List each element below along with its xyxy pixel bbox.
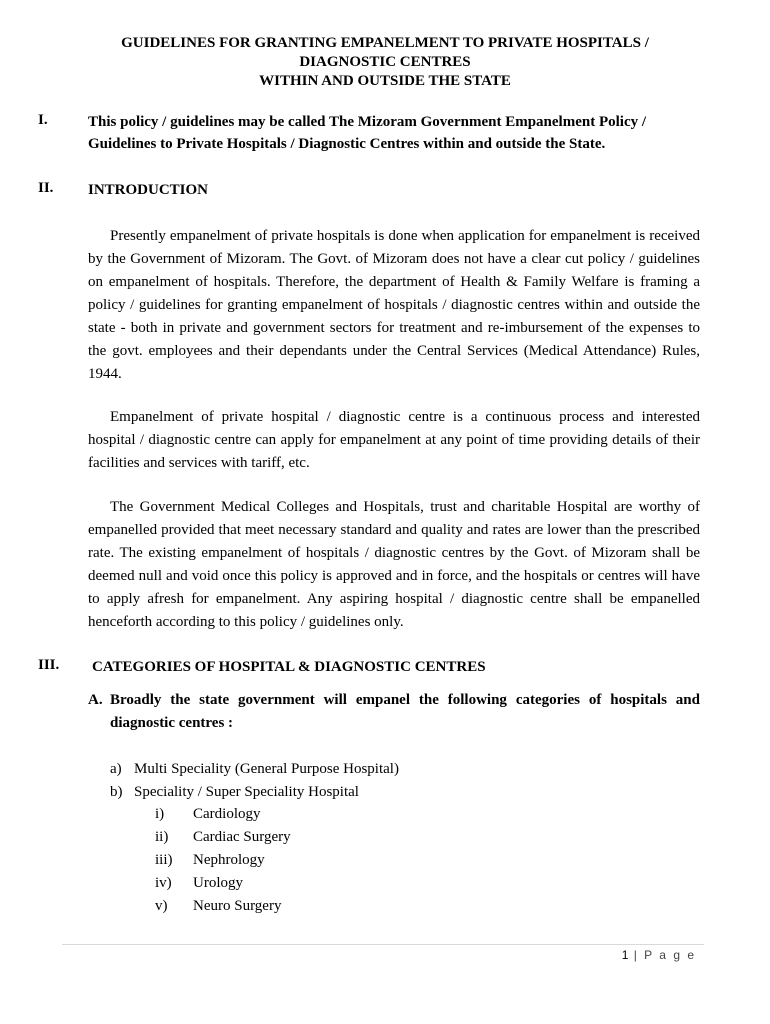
section-3-heading: CATEGORIES OF HOSPITAL & DIAGNOSTIC CENTRES [92,659,486,675]
intro-paragraph-3: The Government Medical Colleges and Hospitals, trust and charitable Hospital are worthy of empanelled provided that meet necessary standard and quality and rates are lower than the prescribed rate. The existing empanelment of hospitals / diagnostic centres by the Govt. of Mizoram shall be deemed null and void once this policy is approved and in force, and the hospitals or centres will have to apply afresh for empanelment. Any aspiring hospital / diagnostic centre shall be empanelled henceforth according to this policy / guidelines only. [88,499,700,630]
sub-list-item-text: Urology [193,875,243,891]
subsection-a-text: Broadly the state government will empanel the following categories of hospitals and diagnostic centres : [110,692,700,731]
sub-list-item-label: iv) [155,875,172,891]
footer-divider [62,944,704,945]
list-item-text: Multi Speciality (General Purpose Hospital) [134,761,399,777]
list-item-label: a) [110,761,122,777]
sub-list-item-label: ii) [155,829,169,845]
sub-list-item [155,849,265,871]
title-line-3: WITHIN AND OUTSIDE THE STATE [259,73,511,89]
page-number [622,948,696,962]
subsection-a-label: A. [88,692,103,708]
intro-paragraph-1: Presently empanelment of private hospitals is done when application for empanelment is received by the Government of Mizoram. The Govt. of Mizoram does not have a clear cut policy / guidelines on empanelment of hospitals. Therefore, the department of Health & Family Welfare is framing a policy / guidelines for granting empanelment of hospitals / diagnostic centres within and outside the state - both in private and government sectors for treatment and re-imbursement of the expenses to the govt. employees and their dependants under the Central Services (Medical Attendance) Rules, 1944. [88,228,700,382]
intro-paragraph-2: Empanelment of private hospital / diagnostic centre is a continuous process and interested hospital / diagnostic centre can apply for empanelment at any point of time providing details of their facilities and services with tariff, etc. [88,409,700,471]
subsection-a [88,689,700,735]
sub-list-item-label: i) [155,806,165,822]
section-1-number: I. [38,112,48,128]
sub-list-item-text: Neuro Surgery [193,898,282,914]
sub-list-item [155,872,243,894]
sub-list-item [155,803,261,825]
document-title [0,34,770,91]
list-item [110,781,359,803]
sub-list-item [155,826,291,848]
section-2-number: II. [38,180,54,196]
list-item-text: Speciality / Super Speciality Hospital [134,784,359,800]
sub-list-item-text: Cardiology [193,806,261,822]
title-line-2: DIAGNOSTIC CENTRES [299,54,471,70]
section-1-text: This policy / guidelines may be called The Mizoram Government Empanelment Policy / Guidelines to Private Hospitals / Diagnostic Centres within and outside the State. [88,114,647,152]
list-item [110,758,399,780]
list-item-label: b) [110,784,123,800]
sub-list-item [155,895,281,917]
section-3-number: III. [38,657,60,673]
page-number-value: 1 [621,948,629,962]
section-2-heading: INTRODUCTION [88,182,209,198]
page-number-label: | P a g e [633,948,696,962]
sub-list-item-text: Nephrology [193,852,265,868]
sub-list-item-text: Cardiac Surgery [193,829,291,845]
title-line-1: GUIDELINES FOR GRANTING EMPANELMENT TO PRIVATE HOSPITALS / [121,35,649,51]
sub-list-item-label: iii) [155,852,173,868]
sub-list-item-label: v) [155,898,168,914]
